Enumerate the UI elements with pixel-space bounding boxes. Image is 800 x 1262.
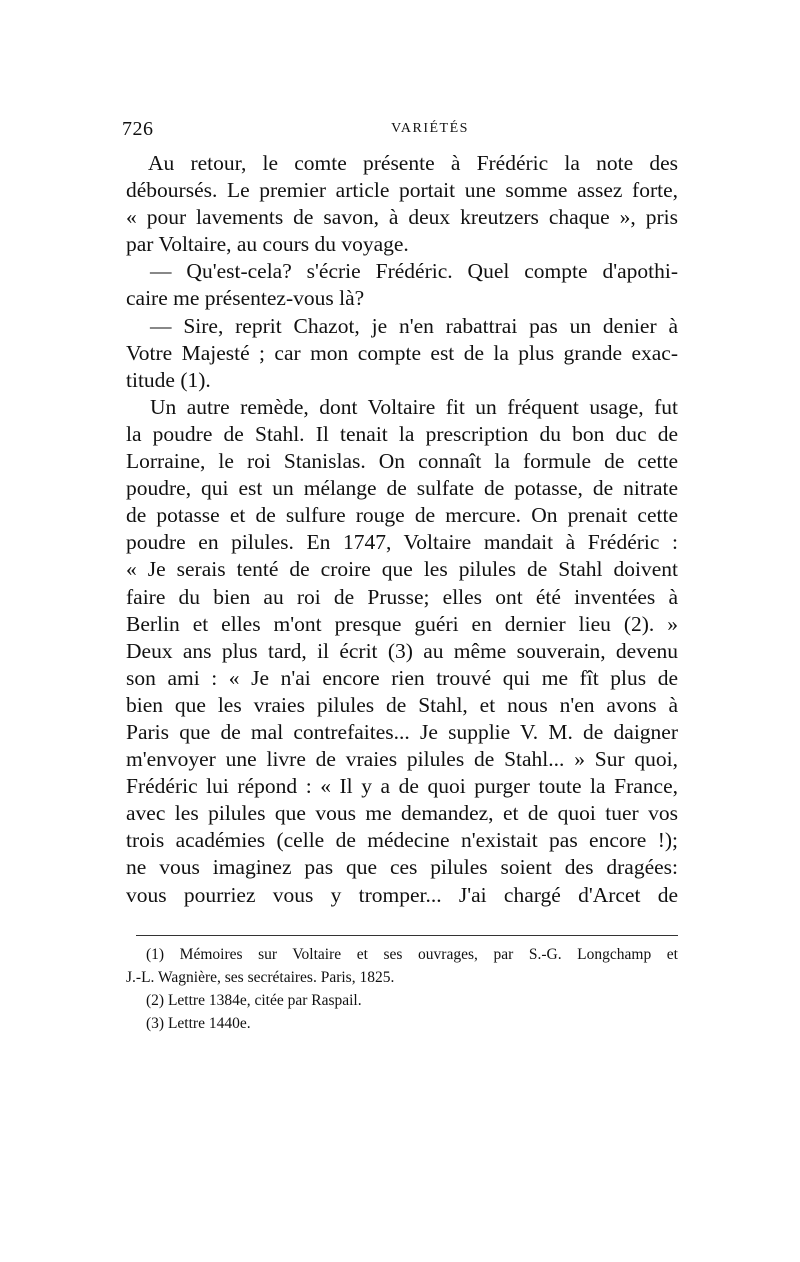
text-line: Lorraine, le roi Stanislas. On connaît la formule de cette — [126, 449, 678, 474]
text-line: titude (1). — [126, 367, 211, 392]
text-line: vous pourriez vous y tromper... J'ai chargé d'Arcet de — [126, 882, 678, 907]
footnote-1: (1) Mémoires sur Voltaire et ses ouvrages, par S.-G. Longchamp et — [146, 946, 678, 963]
text-line: Un autre remède, dont Voltaire fit un fréquent usage, fut — [150, 394, 678, 419]
text-line: « pour lavements de savon, à deux kreutzers chaque », pris — [126, 205, 678, 230]
body-text — [126, 150, 678, 909]
page-header — [122, 118, 678, 142]
footnote-3: (3) Lettre 1440e. — [146, 1015, 251, 1032]
text-line: poudre, qui est un mélange de sulfate de potasse, de nitrate — [126, 476, 678, 501]
text-line: déboursés. Le premier article portait une somme assez forte, — [126, 178, 678, 203]
text-line: de potasse et de sulfure rouge de mercure. On prenait cette — [126, 503, 678, 528]
text-line: trois académies (celle de médecine n'existait pas encore !); — [126, 828, 678, 853]
text-line: — Sire, reprit Chazot, je n'en rabattrai pas un denier à — [150, 313, 678, 338]
text-line: faire du bien au roi de Prusse; elles ont été inventées à — [126, 584, 678, 609]
text-line: ne vous imaginez pas que ces pilules soient des dragées: — [126, 855, 678, 880]
text-line: la poudre de Stahl. Il tenait la prescription du bon duc de — [126, 421, 678, 446]
text-line: m'envoyer une livre de vraies pilules de Stahl... » Sur quoi, — [126, 747, 678, 772]
text-line: Deux ans plus tard, il écrit (3) au même souverain, devenu — [126, 638, 678, 663]
footnote-divider — [136, 935, 678, 936]
text-line: bien que les vraies pilules de Stahl, et nous n'en avons à — [126, 692, 678, 717]
footnote-1-continued: J.-L. Wagnière, ses secrétaires. Paris, 1825. — [126, 969, 395, 986]
page-number: 726 — [122, 118, 154, 140]
text-line: son ami : « Je n'ai encore rien trouvé qui me fît plus de — [126, 665, 678, 690]
text-line: « Je serais tenté de croire que les pilules de Stahl doivent — [126, 557, 678, 582]
text-line: Paris que de mal contrefaites... Je supplie V. M. de daigner — [126, 719, 678, 744]
footnote-2: (2) Lettre 1384e, citée par Raspail. — [146, 992, 362, 1009]
footnotes — [126, 943, 678, 1035]
text-line: avec les pilules que vous me demandez, et de quoi tuer vos — [126, 801, 678, 826]
text-line: poudre en pilules. En 1747, Voltaire mandait à Frédéric : — [126, 530, 678, 555]
text-line: Frédéric lui répond : « Il y a de quoi purger toute la France, — [126, 774, 678, 799]
text-line: Berlin et elles m'ont presque guéri en dernier lieu (2). » — [126, 611, 678, 636]
text-line: Au retour, le comte présente à Frédéric la note des — [148, 151, 678, 175]
text-line: caire me présentez-vous là? — [126, 286, 365, 311]
text-line: — Qu'est-cela? s'écrie Frédéric. Quel compte d'apothi- — [150, 259, 678, 284]
running-head: VARIÉTÉS — [391, 121, 469, 136]
text-line: par Voltaire, au cours du voyage. — [126, 232, 409, 257]
text-line: Votre Majesté ; car mon compte est de la plus grande exac- — [126, 340, 678, 365]
